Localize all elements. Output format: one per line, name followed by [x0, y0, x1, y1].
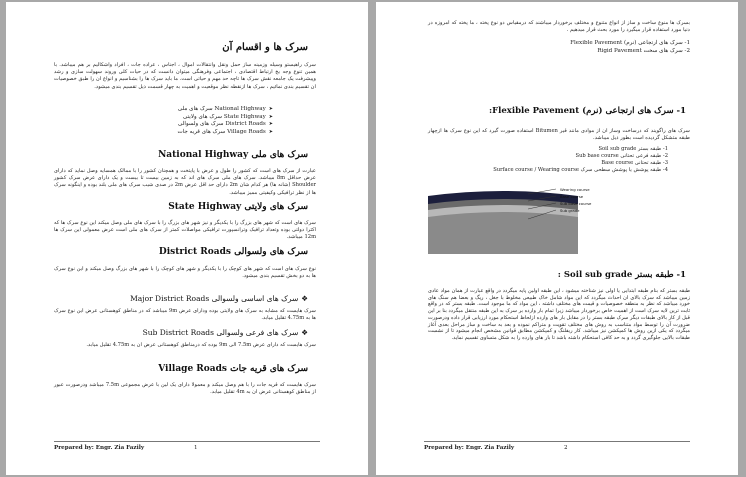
document-page-1: [6, 2, 368, 475]
layers-list: [493, 146, 668, 174]
heading-national-highway: سرک های ملی National Highway: [158, 150, 308, 160]
paragraph-soil-sub-grade: طبقه بستر که بنام طبقه ابتدایی یا اولی نیز شناخته میشود ، این طبقه اولین پایه میگردد در واقع عبارت از همان مواد عادی زمین میباشد که سرک بالای ان احداث میگردد که این مواد شامل خاک طبیعی مخلوط با جغل ، ریگ و بعضا هم سنگ های خورد میباشد که نظر به منطقه خصوصیات و قیمت های مختلف داشته ، این مواد که ما موجود است. طبقه بستر که در واقع ثابت ترین لایه سرک است از اهمیت خاص برخوردار میباشد زیرا تمام بار وارده بر سرک به این طبقه منتقل میگردد بنا بر این قبل از کار بالای طبقات دیگر سرک طبقه بستر را در مقابل بار های وارده ازلحاظ استحکام مورد ارزیابی قرار داده ودرصورت ضرورت آن را توسط مواد متناسب به روش های مختلف تقویت و متراکم نموده و بعد به ساخت و ساز مراحل بعدی آغاز میگردد که یکی ازین روش ها کمپکشن نیز میباشد. کار ریفلنگ و کمپکشن مطابق قوانین مشخص انجام میشود تا از نشست طبقات بالایی جلوگیری گردد و به حد کافی استحکام داشته باشد تا بار های وارده را به شکل متساوی تقسیم نماید.: [428, 288, 690, 341]
document-page-2: [376, 2, 738, 475]
list-item: 1- سرک های ارتجاعی (نرم) Flexible Pavement: [570, 40, 690, 46]
diagram-label: Sub grade: [560, 208, 580, 213]
list-item: ➤ National Highway سرک های ملی: [177, 106, 273, 114]
list-item: ➤ District Roads سرک های ولسوالی: [177, 121, 273, 129]
list-item: 3- طبقه تحتانی Base course: [601, 160, 668, 166]
pavement-types-list: [570, 40, 690, 55]
pavement-layers-diagram: [428, 184, 578, 254]
footer-author: Prepared by: Engr. Zia Fazily: [54, 445, 145, 451]
page-footer: [54, 445, 320, 451]
list-item: ➤ Village Roads سرک های قریه جات: [177, 129, 273, 137]
heading-soil-sub-grade: 1- طبقه بستر Soil sub grade :: [557, 270, 686, 280]
paragraph-major-district-roads: سرک هایست که مشابه به سرک های ولایتی بوده ودارای عرض 9m میباشد که در مناطق کوهستانی عرض این نوع سرک ها به 4.75m تقلیل میابد.: [54, 308, 317, 322]
heading-district-roads: سرک های ولسوالی District Roads: [158, 247, 308, 257]
list-item: 2- سرک های سخت Rigid Pavement: [597, 47, 690, 54]
page-number: 1: [194, 445, 198, 451]
paragraph-state-highway: سرک های است که شهر های بزرگ را با یکدیگر و نیز شهر های بزرگ را با سرک های ملی وصل میکند این نوع سرک ها که اکثرا دولتی بوده وتعداد ترافیک وترانسپورت ترافیکی مواصلات کمتر از سرک های ملی است عرض معمولی این سرک ها 12m میباشد.: [54, 220, 316, 241]
page-footer: [424, 445, 690, 451]
heading-major-district-roads: ❖ سرک های اساسی ولسوالی Major District Roads: [130, 294, 308, 303]
paragraph-flexible-pavement: سرک های راگویند که درساخت وساز ان از موادی مانند قیر Bitumen استفاده صورت گیرد که این نوع سرک ها ازچهار طبقه متشکل گردیده است بطور ذیل میباشد.: [428, 128, 690, 142]
footer-author: Prepared by: Engr. Zia Fazily: [424, 445, 515, 451]
list-item: ➤ State Highway سرک های ولایتی: [177, 114, 273, 122]
list-item: 2- طبقه فرعی تحتانی Sub base course: [575, 153, 668, 159]
page-number: 2: [564, 445, 568, 451]
heading-village-roads: سرک های قریه جات Village Roads: [158, 364, 308, 374]
heading-flexible-pavement: 1- سرک های ارتجاعی (نرم) Flexible Pavement:: [488, 106, 686, 116]
paragraph-district-roads: نوع سرک های است که شهر های کوچک را با یکدیگر و شهر های کوچک را با شهر های بزرگ وصل میکند و این نوع سرک ها به دو بخش تقسیم بندی میشود.: [54, 266, 316, 280]
list-item: 1- طبقه بستر Soil sub grade: [598, 146, 668, 152]
intro-paragraph: سرک راهیستو وسیله وزمینه ساز حمل ونقل وانتقالات اموال ، اجناس ، عراده جات ، افراد واشکالیم بر هم میباشد. با همین تنوع وجه بخ ارتباط اقتصادی ، اجتماعی وفرهنگی میتوان دانست که در حیات کلی وروند سهولت سازی و رشد وپیشرفت یک جامعه نقش سرک ها تاچه حد مهم و حیاتی است. ما باید سرک ها را بشناسیم و انواع ان را طبق خصوصیات ان تقسیم بندی نمائیم ، سرک ها ازنقطه نظر موقعیت و اهمیت به چهار قسمت ذیل تقسیم بندی میشود.: [54, 62, 316, 90]
page-title: سرک ها و اقسام آن: [222, 42, 308, 53]
paragraph-village-roads: سرک هایست که قریه جات را با هم وصل میکند و معمولا دارای یک لین با عرض مجموعی 7.5m میباشد ودرصورت عبور از مناطق کوهستانی عرض ان به 4m تقلیل میابد.: [54, 382, 316, 396]
footer-divider: [54, 441, 320, 442]
list-item: 4- طبقه پوشش یا پوشش سطحی سرک Surface course / Wearing course: [493, 167, 668, 173]
diagram-label: Base course: [560, 194, 584, 199]
subgrade-layer: [428, 209, 578, 254]
diagram-labels: [560, 186, 591, 214]
intro-paragraph: بسرک ها منوع ساخت و ساز از انواع متنوع و مختلف برخوردار میباشند که درمقیاس دو نوع پخته ، ما پخته که امروزه در دنیا مورد استفاده قرار میگیرد را مورد بحث قرار میدهیم .: [428, 20, 690, 34]
heading-sub-district-roads: ❖ سرک های فرعی ولسوالی Sub District Roads: [143, 328, 308, 337]
diagram-label: Wearing course: [560, 187, 590, 192]
paragraph-sub-district-roads: سرک هایست که دارای عرض 7.5m الی 9m بوده که درمناطق کوهستانی عرض ان به 4.75m تقلیل میابد.: [86, 342, 316, 348]
diagram-label: Sub base course: [560, 201, 592, 206]
road-types-list: [177, 106, 273, 136]
footer-divider: [424, 441, 690, 442]
heading-state-highway: سرک های ولایتی State Highway: [168, 202, 308, 212]
paragraph-national-highway: عبارت از سرک های است که کشور را طول و عرض با پایتخت و همچنان کشور را با ممالک همسایه وصل نماید که دارای عرض حداقل 8m میباشد. سرک های ملی سرک های اند که به زمین بیست تا بیست و یک دارای عرض سرک کشور Shoulder (شانه ها) هر کدام شان 2m دارای حد اقل عرض 2m در صدی شیب سرک های ملی بلند بوده و اینگونه سرک ها از نظر ترافیکی وکیفیتی ممیز میباشد.: [54, 168, 317, 196]
